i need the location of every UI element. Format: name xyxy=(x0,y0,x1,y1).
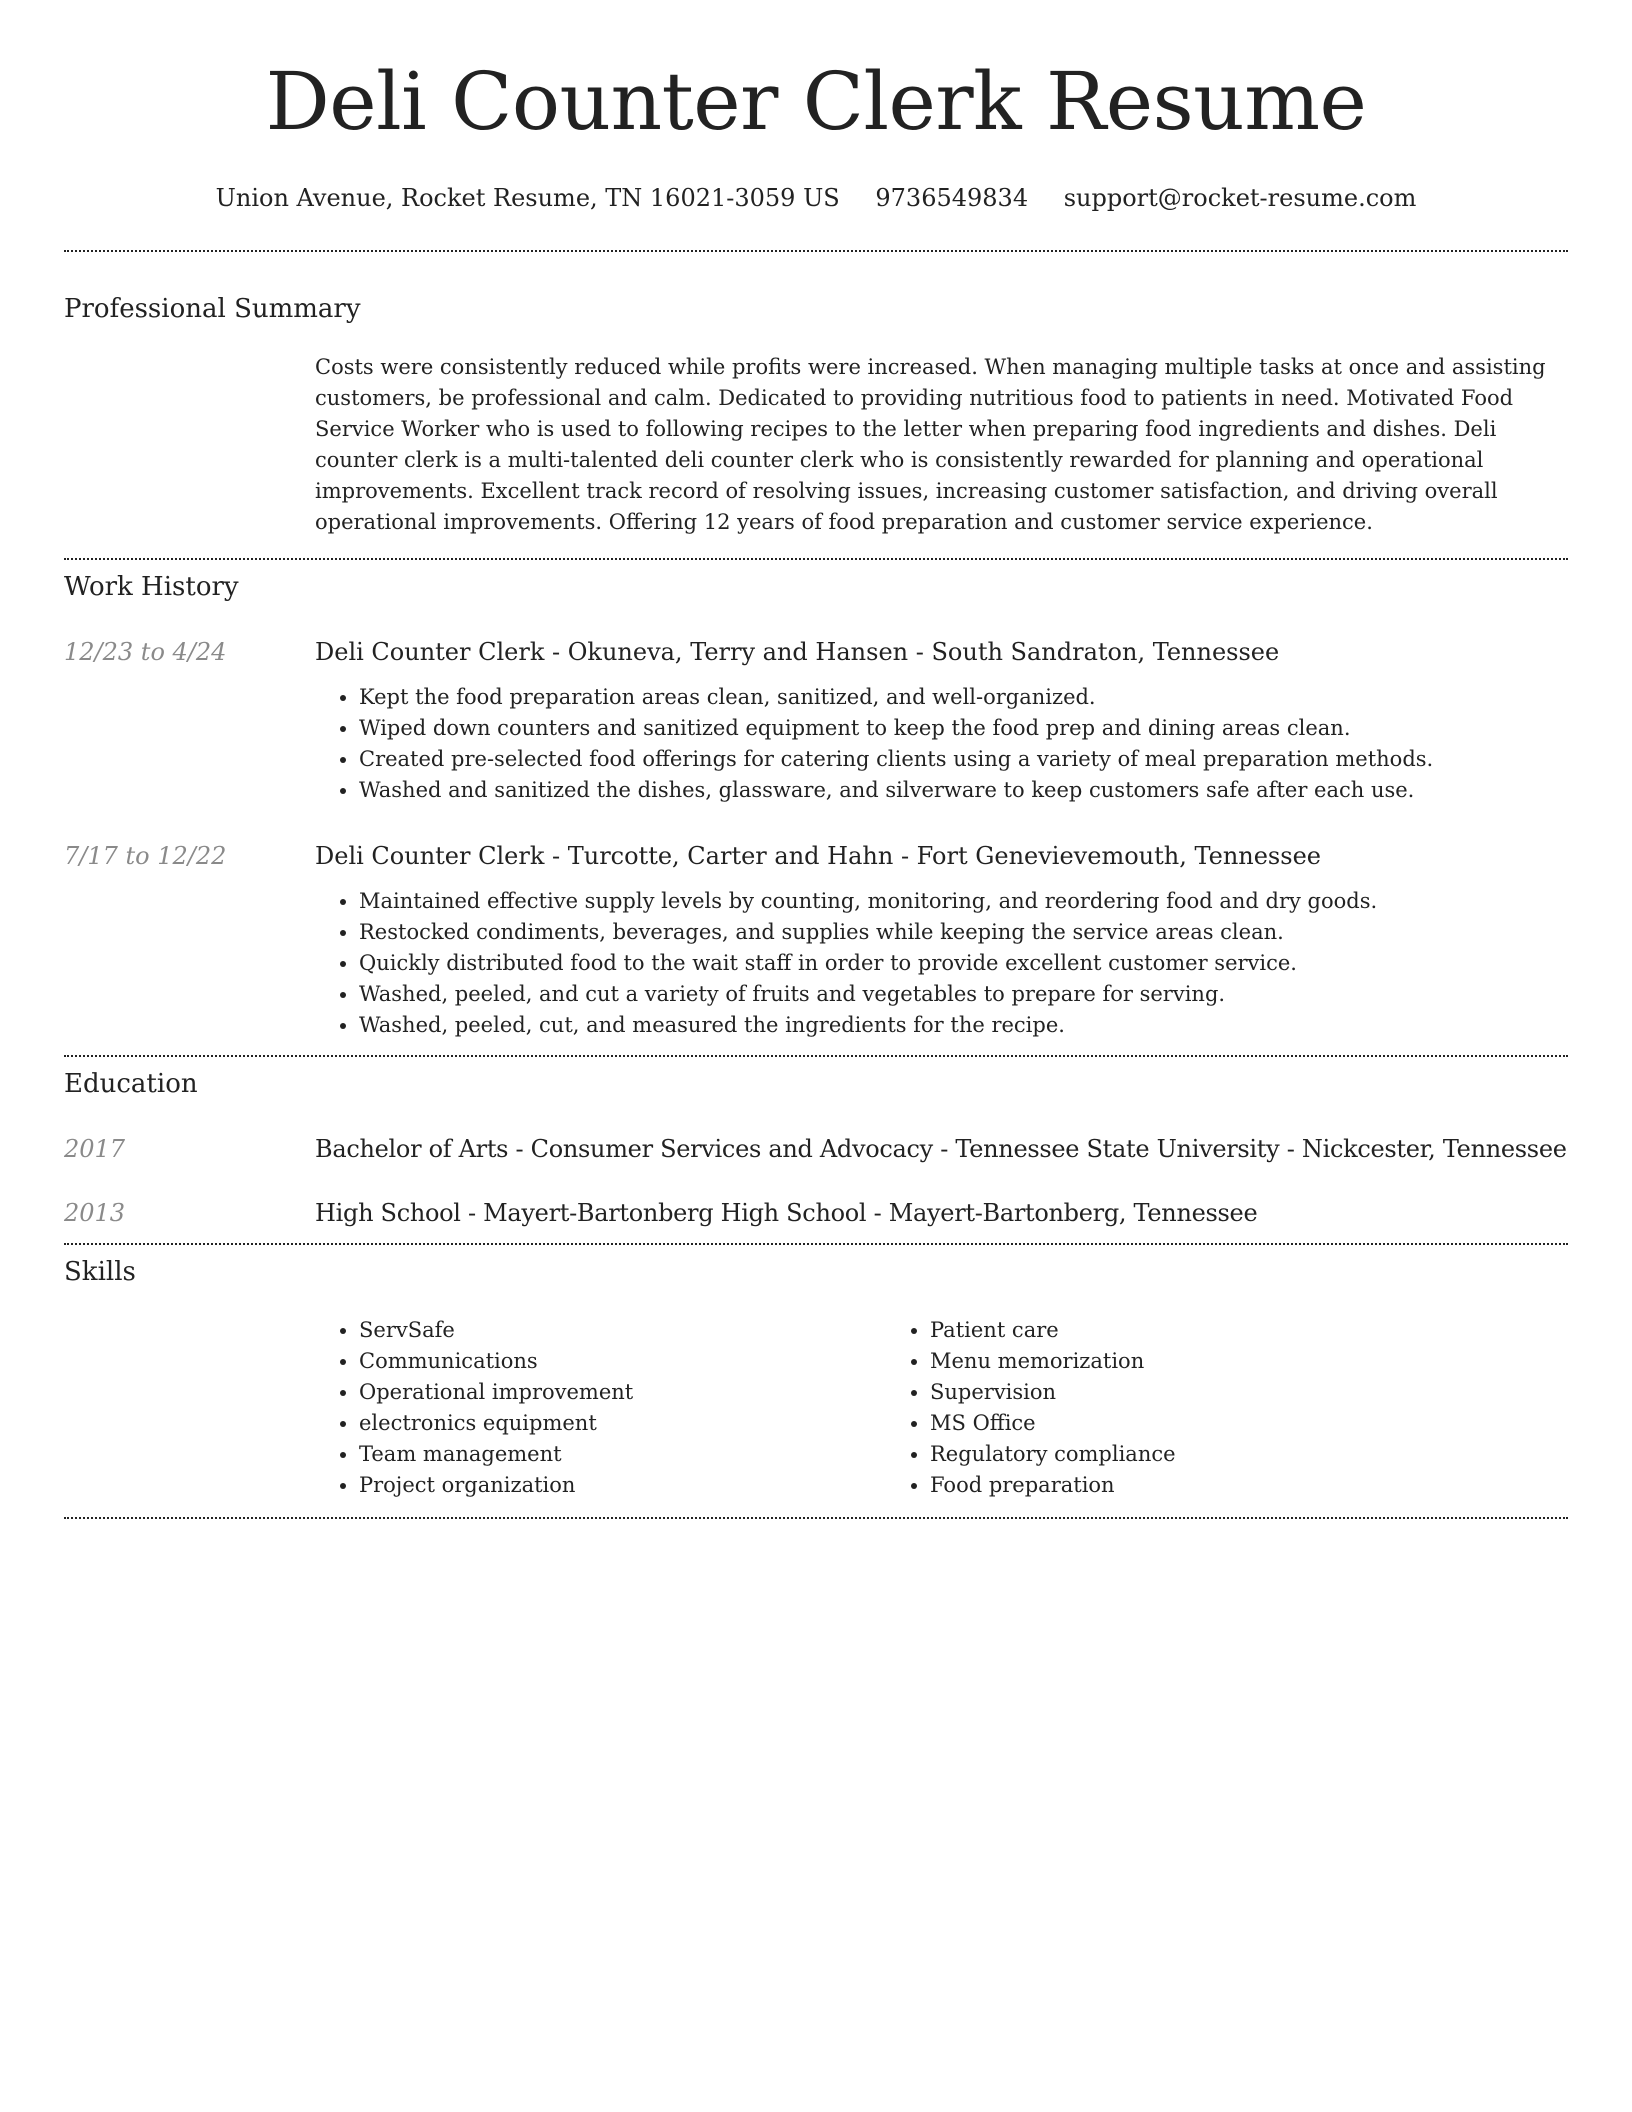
summary-text: Costs were consistently reduced while profits were increased. When managing multiple tasks at once and assisting customers, be professional and calm. Dedicated to providing nutritious food to patients in need. Motivated Food Service Worker who is used to following recipes to the letter when preparing food ingredients and dishes. Deli counter clerk is a multi-talented deli counter clerk who is consistently rewarded for planning and operational improvements. Excellent track record of resolving issues, increasing customer satisfaction, and driving overall operational improvements. Offering 12 years of food preparation and customer service experience. xyxy=(315,355,1546,534)
education-year: 2013 xyxy=(64,1199,126,1227)
job-body xyxy=(315,842,1568,1041)
education-heading xyxy=(315,1199,1568,1227)
job-bullet: • Kept the food preparation areas clean, sanitized, and well-organized. xyxy=(359,682,1568,713)
job-bullet: • Restocked condiments, beverages, and supplies while keeping the service areas clean. xyxy=(359,917,1568,948)
divider xyxy=(64,558,1568,560)
education-degree: Bachelor of Arts - Consumer Services and Advocacy xyxy=(315,1135,933,1163)
education-body xyxy=(315,1135,1568,1163)
resume-title: Deli Counter Clerk Resume xyxy=(265,55,1367,148)
education-detail: - Tennessee State University - Nickcester, Tennessee xyxy=(932,1135,1567,1163)
job-bullets xyxy=(315,886,1568,1041)
divider xyxy=(64,1243,1568,1245)
job-bullet: • Quickly distributed food to the wait staff in order to provide excellent customer service. xyxy=(359,948,1568,979)
section-title-skills: Skills xyxy=(64,1257,136,1287)
skill-item: • Menu memorization xyxy=(930,1346,1457,1377)
job-bullet: • Created pre-selected food offerings for catering clients using a variety of meal preparation methods. xyxy=(359,744,1568,775)
contact-phone: 9736549834 xyxy=(875,184,1029,212)
contact-line xyxy=(64,184,1568,212)
job-dates: 7/17 to 12/22 xyxy=(64,842,227,870)
job-bullet: • Washed, peeled, and cut a variety of fruits and vegetables to prepare for serving. xyxy=(359,979,1568,1010)
education-degree: High School xyxy=(315,1199,461,1227)
education-entry xyxy=(64,1199,1568,1227)
skill-item: • Food preparation xyxy=(930,1470,1457,1501)
job-bullet: • Wiped down counters and sanitized equipment to keep the food prep and dining areas clean. xyxy=(359,713,1568,744)
education-detail: - Mayert-Bartonberg High School - Mayert-Bartonberg, Tennessee xyxy=(460,1199,1258,1227)
job-entry xyxy=(64,638,1568,806)
skills-list xyxy=(315,1315,1568,1501)
job-entry xyxy=(64,842,1568,1041)
job-role: Deli Counter Clerk xyxy=(315,842,545,870)
job-dates: 12/23 to 4/24 xyxy=(64,638,227,666)
divider xyxy=(64,250,1568,252)
education-heading xyxy=(315,1135,1568,1163)
skill-item: • Project organization xyxy=(359,1470,886,1501)
skill-item: • Communications xyxy=(359,1346,886,1377)
skill-item: • ServSafe xyxy=(359,1315,886,1346)
education-entry xyxy=(64,1135,1568,1163)
job-bullet: • Washed and sanitized the dishes, glassware, and silverware to keep customers safe after each use. xyxy=(359,775,1568,806)
education-body xyxy=(315,1199,1568,1227)
skill-item: • Patient care xyxy=(930,1315,1457,1346)
job-body xyxy=(315,638,1568,806)
skill-item: • Regulatory compliance xyxy=(930,1439,1457,1470)
section-title-summary: Professional Summary xyxy=(64,294,361,324)
divider xyxy=(64,1517,1568,1519)
job-role: Deli Counter Clerk xyxy=(315,638,545,666)
skill-item: • Supervision xyxy=(930,1377,1457,1408)
divider xyxy=(64,1055,1568,1057)
skill-item: • Team management xyxy=(359,1439,886,1470)
section-title-education: Education xyxy=(64,1069,198,1099)
job-bullet: • Maintained effective supply levels by counting, monitoring, and reordering food and dry goods. xyxy=(359,886,1568,917)
job-detail: - Turcotte, Carter and Hahn - Fort Genevievemouth, Tennessee xyxy=(544,842,1321,870)
education-year: 2017 xyxy=(64,1135,126,1163)
contact-address: Union Avenue, Rocket Resume, TN 16021-3059 US xyxy=(215,184,840,212)
skills-column-right xyxy=(886,1315,1457,1501)
contact-email: support@rocket-resume.com xyxy=(1063,184,1417,212)
skill-item: • electronics equipment xyxy=(359,1408,886,1439)
job-heading xyxy=(315,638,1568,666)
skill-item: • Operational improvement xyxy=(359,1377,886,1408)
job-bullets xyxy=(315,682,1568,806)
section-title-work: Work History xyxy=(64,572,239,602)
skills-column-left xyxy=(315,1315,886,1501)
skill-item: • MS Office xyxy=(930,1408,1457,1439)
job-bullet: • Washed, peeled, cut, and measured the ingredients for the recipe. xyxy=(359,1010,1568,1041)
job-detail: - Okuneva, Terry and Hansen - South Sandraton, Tennessee xyxy=(544,638,1280,666)
job-heading xyxy=(315,842,1568,870)
